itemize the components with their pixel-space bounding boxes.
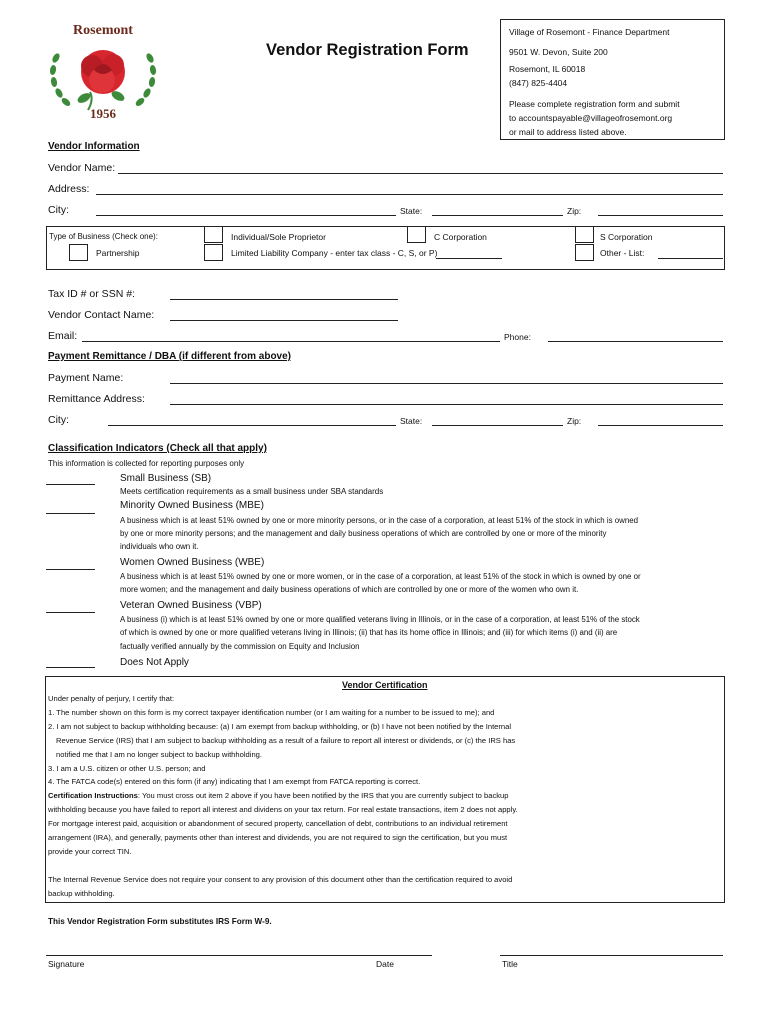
email-field[interactable] (82, 341, 500, 342)
wbe-title: Women Owned Business (WBE) (120, 557, 265, 568)
vendor-info-heading: Vendor Information (48, 141, 140, 152)
date-label: Date (376, 959, 394, 969)
does-not-apply-check-line[interactable] (46, 667, 95, 668)
mbe-title: Minority Owned Business (MBE) (120, 500, 264, 511)
address-field[interactable] (96, 194, 723, 195)
remittance-address-label: Remittance Address: (48, 393, 145, 405)
payment-name-field[interactable] (170, 383, 723, 384)
mbe-description-1: A business which is at least 51% owned by one or more minority persons, or in the case of a corporation, at least 51% of the stock in which is owned (120, 516, 638, 525)
phone-label: Phone: (504, 332, 531, 342)
remit-zip-field[interactable] (598, 425, 723, 426)
cert-item-3: 3. I am a U.S. citizen or other U.S. person; and (48, 764, 206, 773)
c-corporation-label: C Corporation (434, 232, 487, 242)
w9-note: This Vendor Registration Form substitutes IRS Form W-9. (48, 917, 272, 926)
title-line[interactable] (500, 955, 723, 956)
contact-address-2: Rosemont, IL 60018 (509, 64, 586, 74)
state-label: State: (400, 206, 423, 216)
classification-subtext: This information is collected for reporting purposes only (48, 459, 245, 468)
rosemont-logo (44, 18, 162, 124)
city-field[interactable] (96, 215, 396, 216)
logo-rosemont-text: Rosemont (73, 23, 133, 38)
remit-zip-label: Zip: (567, 416, 582, 426)
classification-heading: Classification Indicators (Check all that apply) (48, 443, 267, 454)
remittance-address-field[interactable] (170, 404, 723, 405)
individual-label: Individual/Sole Proprietor (231, 232, 326, 242)
certification-heading: Vendor Certification (342, 680, 428, 690)
individual-checkbox[interactable] (204, 226, 223, 243)
remit-state-field[interactable] (432, 425, 563, 426)
cert-instructions-4: arrangement (IRA), and generally, payments other than interest and dividends, you are not required to sign the certification, but you must (48, 833, 508, 842)
contact-note-3: or mail to address listed above. (509, 127, 627, 137)
phone-field[interactable] (548, 341, 723, 342)
rose-icon (81, 50, 125, 94)
contact-note-1: Please complete registration form and submit (509, 99, 680, 109)
contact-note-2: to accountspayable@villageofrosemont.org (509, 113, 673, 123)
irs-note-2: backup withholding. (48, 889, 115, 898)
cert-item-2a: 2. I am not subject to backup withholding because: (a) I am exempt from backup withholding, or (b) I have not been notified by the Internal (48, 722, 512, 731)
cert-instructions-label: Certification Instructions (48, 791, 138, 800)
partnership-label: Partnership (96, 248, 140, 258)
remit-city-label: City: (48, 414, 69, 426)
cert-instructions-1 (48, 791, 509, 800)
state-field[interactable] (432, 215, 563, 216)
vbp-check-line[interactable] (46, 612, 95, 613)
vendor-contact-label: Vendor Contact Name: (48, 309, 155, 321)
contact-dept: Village of Rosemont - Finance Department (509, 27, 670, 37)
vendor-name-field[interactable] (118, 173, 723, 174)
remit-state-label: State: (400, 416, 423, 426)
irs-note-1: The Internal Revenue Service does not require your consent to any provision of this document other than the certification required to avoid (48, 875, 513, 884)
sb-check-line[interactable] (46, 484, 95, 485)
llc-label: Limited Liability Company - enter tax class - C, S, or P) (231, 248, 438, 258)
other-label: Other - List: (600, 248, 645, 258)
llc-checkbox[interactable] (204, 244, 223, 261)
c-corporation-checkbox[interactable] (407, 226, 426, 243)
s-corporation-checkbox[interactable] (575, 226, 594, 243)
cert-instructions-3: For mortgage interest paid, acquisition or abandonment of secured property, cancellation of debt, contributions to an individual retirement (48, 819, 508, 828)
wbe-description-1: A business which is at least 51% owned by one or more women, or in the case of a corporation, at least 51% of the stock in which is owned by one or (120, 572, 641, 581)
vbp-description-1: A business (i) which is at least 51% owned by one or more qualified veterans living in Illinois, or in the case of a corporation, at least 51% of the stock (120, 615, 640, 624)
cert-intro: Under penalty of perjury, I certify that: (48, 694, 175, 703)
vbp-description-2: of which is owned by one or more qualified veterans living in Illinois; (ii) that has its home office in Illinois; and (iii) for which items (i) and (ii) are (120, 628, 618, 637)
sb-description: Meets certification requirements as a small business under SBA standards (120, 487, 384, 496)
tax-id-field[interactable] (170, 299, 398, 300)
contact-address-1: 9501 W. Devon, Suite 200 (509, 47, 608, 57)
vbp-title: Veteran Owned Business (VBP) (120, 600, 262, 611)
zip-label: Zip: (567, 206, 582, 216)
remittance-heading: Payment Remittance / DBA (if different from above) (48, 351, 292, 362)
signature-label: Signature (48, 959, 85, 969)
llc-tax-class-field[interactable] (436, 258, 502, 259)
vendor-name-label: Vendor Name: (48, 162, 116, 174)
s-corporation-label: S Corporation (600, 232, 653, 242)
other-field[interactable] (658, 258, 723, 259)
tax-id-label: Tax ID # or SSN #: (48, 288, 135, 300)
cert-item-4: 4. The FATCA code(s) entered on this form (if any) indicating that I am exempt from FATCA reporting is correct. (48, 777, 421, 786)
contact-phone: (847) 825-4404 (509, 78, 568, 88)
mbe-check-line[interactable] (46, 513, 95, 514)
sb-title: Small Business (SB) (120, 473, 212, 484)
cert-item-2c: notified me that I am no longer subject to backup withholding. (56, 750, 262, 759)
cert-instructions-2: withholding because you have failed to report all interest and dividens on your tax return. For real estate transactions, item 2 does not apply. (48, 805, 518, 814)
wbe-description-2: more women; and the management and daily business operations of which are controlled by one or more of the women who own it. (120, 585, 579, 594)
other-checkbox[interactable] (575, 244, 594, 261)
vbp-description-3: factually verified annually by the commission on Equity and Inclusion (120, 642, 360, 651)
page-title: Vendor Registration Form (266, 41, 469, 59)
payment-name-label: Payment Name: (48, 372, 124, 384)
mbe-description-2: by one or more minority persons; and the management and daily business operations of which are controlled by one or more of the minority (120, 529, 607, 538)
wbe-check-line[interactable] (46, 569, 95, 570)
business-type-label: Type of Business (Check one): (49, 232, 158, 241)
address-label: Address: (48, 183, 90, 195)
cert-instructions-text: : You must cross out item 2 above if you have been notified by the IRS that you are currently subject to backup (137, 791, 509, 800)
partnership-checkbox[interactable] (69, 244, 88, 261)
does-not-apply-title: Does Not Apply (120, 657, 189, 668)
mbe-description-3: individuals who own it. (120, 542, 199, 551)
email-label: Email: (48, 330, 78, 342)
remit-city-field[interactable] (108, 425, 396, 426)
logo-year-text: 1956 (90, 106, 116, 121)
title-label: Title (502, 959, 518, 969)
cert-instructions-5: provide your correct TIN. (48, 847, 132, 856)
cert-item-1: 1. The number shown on this form is my correct taxpayer identification number (or I am waiting for a number to be issued to me); and (48, 708, 495, 717)
vendor-contact-field[interactable] (170, 320, 398, 321)
zip-field[interactable] (598, 215, 723, 216)
city-label: City: (48, 204, 69, 216)
cert-item-2b: Revenue Service (IRS) that I am subject to backup withholding as a result of a failure to report all interest or dividends, or (c) the IRS has (56, 736, 516, 745)
signature-line[interactable] (46, 955, 432, 956)
